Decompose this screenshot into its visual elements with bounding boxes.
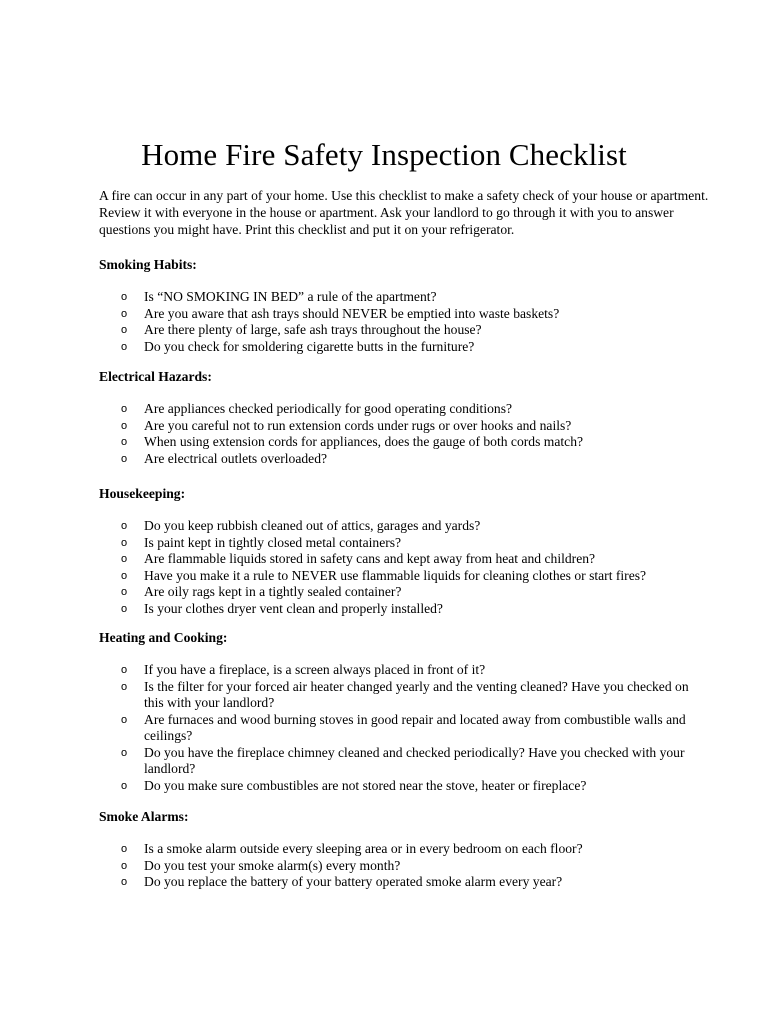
section-heading: Smoking Habits: <box>99 257 197 272</box>
bullet-marker: o <box>121 307 128 320</box>
bullet-marker: o <box>121 436 128 448</box>
bullet-marker: o <box>121 452 128 465</box>
item-text: Are oily rags kept in a tightly sealed container? <box>144 584 402 599</box>
page-title: Home Fire Safety Inspection Checklist <box>141 137 627 172</box>
item-text: When using extension cords for appliances, does the gauge of both cords match? <box>144 434 584 449</box>
list-item <box>99 662 709 679</box>
bullet-marker: o <box>121 586 128 598</box>
list-item <box>99 778 709 795</box>
item-text: Do you test your smoke alarm(s) every month? <box>144 857 401 873</box>
section-heating-and-cooking <box>99 629 709 794</box>
list-item <box>99 712 709 745</box>
section-electrical-hazards <box>99 368 709 467</box>
item-text: Are you careful not to run extension cords under rugs or over hooks and nails? <box>144 417 572 433</box>
item-text: Is a smoke alarm outside every sleeping area or in every bedroom on each floor? <box>144 841 583 856</box>
checklist <box>99 401 709 467</box>
list-item <box>99 858 709 875</box>
section-housekeeping <box>99 485 709 617</box>
bullet-marker: o <box>121 569 128 582</box>
checklist <box>99 841 709 891</box>
list-item <box>99 745 709 778</box>
checklist <box>99 662 709 794</box>
list-item <box>99 841 709 858</box>
bullet-marker: o <box>121 779 128 792</box>
item-text: Is the filter for your forced air heater changed yearly and the venting cleaned? Have you checked on this with your landlord? <box>144 678 689 710</box>
item-text: Are you aware that ash trays should NEVER be emptied into waste baskets? <box>144 305 560 321</box>
bullet-marker: o <box>121 520 128 532</box>
section-smoke-alarms <box>99 808 709 891</box>
item-text: Do you replace the battery of your battery operated smoke alarm every year? <box>144 874 563 889</box>
checklist <box>99 289 709 355</box>
bullet-marker: o <box>121 664 128 676</box>
list-item <box>99 679 709 712</box>
list-item <box>99 584 709 601</box>
section-smoking-habits <box>99 256 709 355</box>
item-text: Do you check for smoldering cigarette butts in the furniture? <box>144 338 475 354</box>
list-item <box>99 551 709 568</box>
item-text: Do you keep rubbish cleaned out of attics, garages and yards? <box>144 518 481 533</box>
list-item <box>99 518 709 535</box>
bullet-marker: o <box>121 419 128 432</box>
item-text: If you have a fireplace, is a screen always placed in front of it? <box>144 662 486 677</box>
section-heading: Electrical Hazards: <box>99 369 212 384</box>
list-item <box>99 289 709 306</box>
bullet-marker: o <box>121 713 128 726</box>
bullet-marker: o <box>121 859 128 872</box>
bullet-marker: o <box>121 602 128 615</box>
list-item <box>99 418 709 435</box>
item-text: Do you have the fireplace chimney cleaned and checked periodically? Have you checked with your landlord? <box>144 744 685 776</box>
bullet-marker: o <box>121 340 128 353</box>
list-item <box>99 434 709 451</box>
bullet-marker: o <box>121 876 128 888</box>
list-item <box>99 568 709 585</box>
item-text: Is paint kept in tightly closed metal containers? <box>144 534 402 550</box>
list-item <box>99 451 709 468</box>
item-text: Is “NO SMOKING IN BED” a rule of the apartment? <box>144 289 437 304</box>
bullet-marker: o <box>121 843 128 855</box>
item-text: Are appliances checked periodically for good operating conditions? <box>144 401 513 416</box>
list-item <box>99 322 709 339</box>
bullet-marker: o <box>121 536 128 549</box>
list-item <box>99 306 709 323</box>
bullet-marker: o <box>121 291 128 303</box>
list-item <box>99 601 709 618</box>
bullet-marker: o <box>121 324 128 336</box>
item-text: Are there plenty of large, safe ash trays throughout the house? <box>144 322 482 337</box>
checklist <box>99 518 709 617</box>
list-item <box>99 401 709 418</box>
section-heading: Smoke Alarms: <box>99 809 189 824</box>
list-item <box>99 535 709 552</box>
bullet-marker: o <box>121 746 128 759</box>
bullet-marker: o <box>121 403 128 415</box>
item-text: Have you make it a rule to NEVER use flammable liquids for cleaning clothes or start fires? <box>144 567 647 583</box>
item-text: Are flammable liquids stored in safety cans and kept away from heat and children? <box>144 551 596 566</box>
item-text: Do you make sure combustibles are not stored near the stove, heater or fireplace? <box>144 777 587 793</box>
list-item <box>99 339 709 356</box>
bullet-marker: o <box>121 553 128 565</box>
section-heading: Housekeeping: <box>99 486 186 501</box>
list-item <box>99 874 709 891</box>
intro-paragraph: A fire can occur in any part of your home. Use this checklist to make a safety check of your house or apartment. Review it with everyone in the house or apartment. Ask your landlord to go through it with you to answer questions you might have. Print this checklist and put it on your refrigerator. <box>99 188 709 237</box>
item-text: Are electrical outlets overloaded? <box>144 450 328 466</box>
bullet-marker: o <box>121 680 128 693</box>
item-text: Are furnaces and wood burning stoves in good repair and located away from combustible walls and ceilings? <box>144 711 686 743</box>
section-heading: Heating and Cooking: <box>99 630 228 645</box>
item-text: Is your clothes dryer vent clean and properly installed? <box>144 600 443 616</box>
